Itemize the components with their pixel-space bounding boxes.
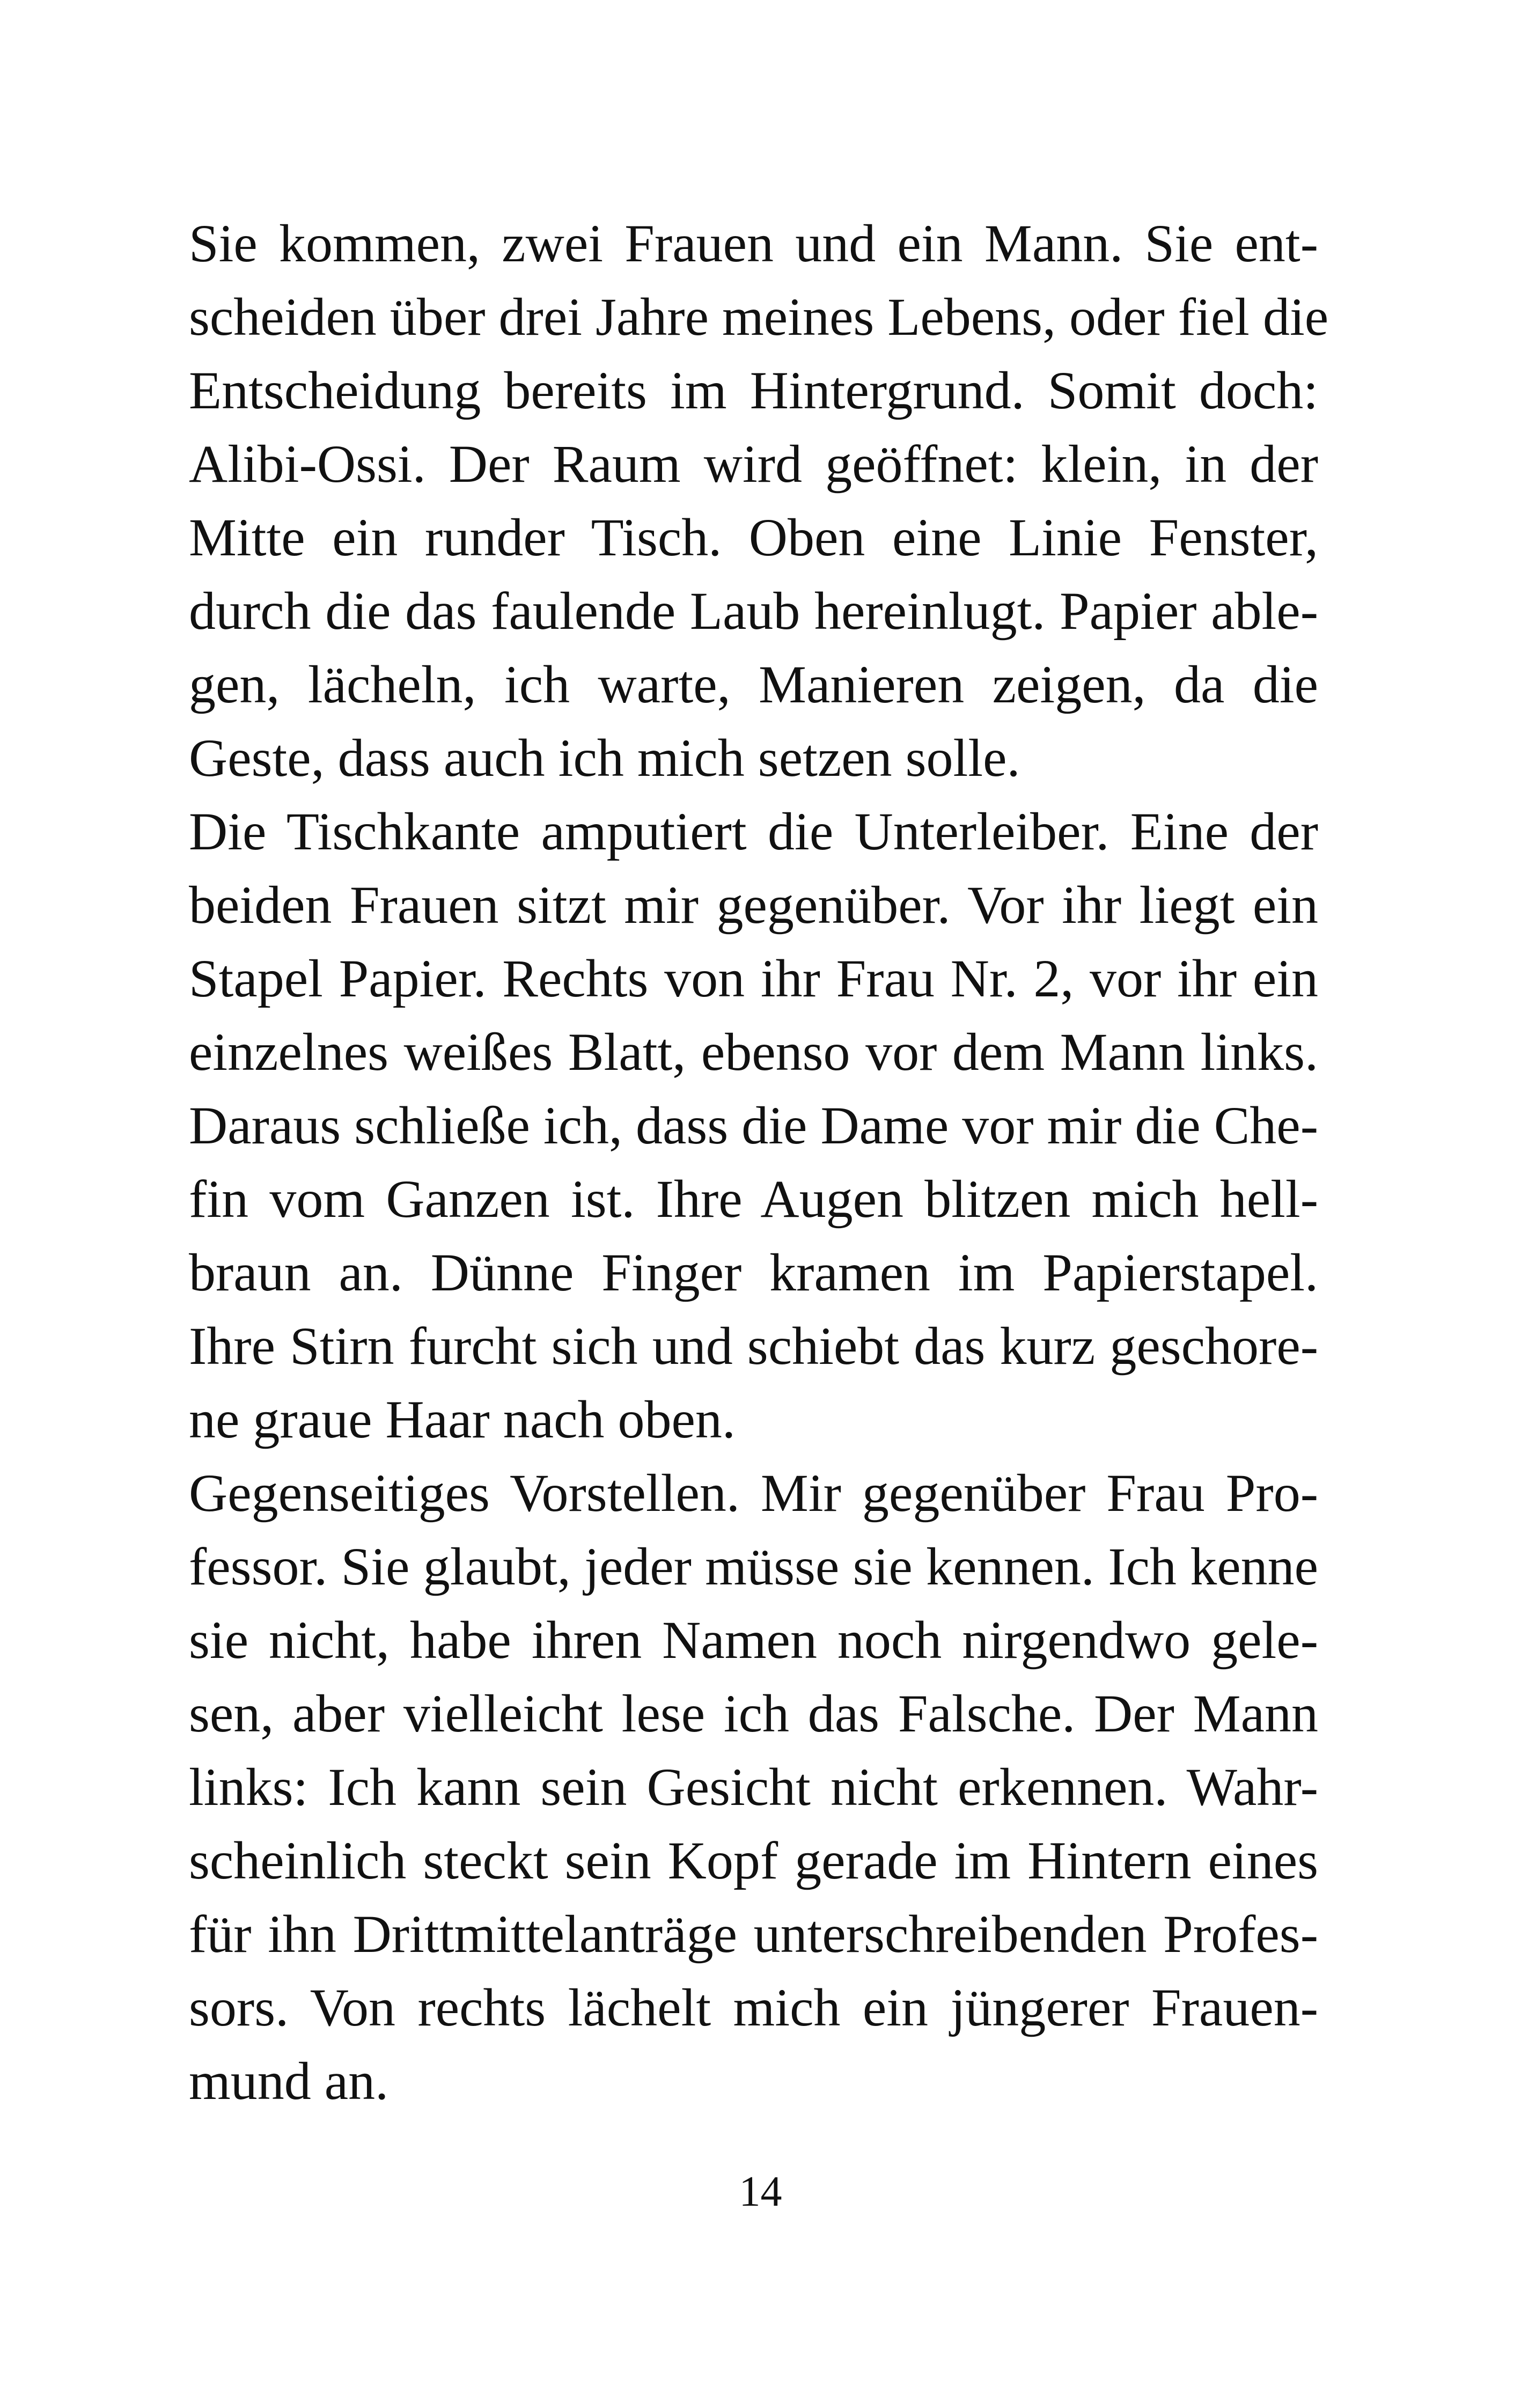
text-line: Alibi-Ossi. Der Raum wird geöffnet: klein, in der — [189, 434, 1318, 494]
paragraph-3 — [189, 1456, 1318, 2118]
text-line: gen, lächeln, ich warte, Manieren zeigen, da die — [189, 655, 1318, 714]
text-line: scheinlich steckt sein Kopf gerade im Hintern eines — [189, 1831, 1318, 1890]
text-line: fessor. Sie glaubt, jeder müsse sie kennen. Ich kenne — [189, 1537, 1318, 1596]
text-line: sie nicht, habe ihren Namen noch nirgendwo gele- — [189, 1610, 1318, 1670]
text-line: Geste, dass auch ich mich setzen solle. — [189, 728, 1020, 788]
page-number: 14 — [739, 2168, 782, 2215]
text-line: braun an. Dünne Finger kramen im Papierstapel. — [189, 1243, 1318, 1302]
paragraph-1 — [189, 207, 1329, 795]
text-line: links: Ich kann sein Gesicht nicht erkennen. Wahr- — [189, 1757, 1318, 1817]
text-line: einzelnes weißes Blatt, ebenso vor dem Mann links. — [189, 1022, 1318, 1082]
text-line: Ihre Stirn furcht sich und schiebt das kurz geschore- — [189, 1316, 1318, 1376]
text-line: sors. Von rechts lächelt mich ein jüngerer Frauen- — [189, 1978, 1318, 2037]
text-line: Daraus schließe ich, dass die Dame vor mir die Che- — [189, 1096, 1318, 1155]
text-line: Stapel Papier. Rechts von ihr Frau Nr. 2, vor ihr ein — [189, 949, 1318, 1008]
text-line: durch die das faulende Laub hereinlugt. Papier able- — [189, 581, 1318, 641]
text-line: fin vom Ganzen ist. Ihre Augen blitzen mich hell- — [189, 1169, 1318, 1229]
text-line: Entscheidung bereits im Hintergrund. Somit doch: — [189, 361, 1318, 420]
text-line: Die Tischkante amputiert die Unterleiber. Eine der — [189, 802, 1318, 861]
paragraph-2 — [189, 795, 1318, 1456]
text-line: sen, aber vielleicht lese ich das Falsche. Der Mann — [189, 1684, 1318, 1743]
text-line: ne graue Haar nach oben. — [189, 1390, 736, 1449]
text-line: mund an. — [189, 2051, 389, 2111]
text-line: Sie kommen, zwei Frauen und ein Mann. Sie ent- — [189, 214, 1318, 273]
text-line: Mitte ein runder Tisch. Oben eine Linie Fenster, — [189, 508, 1318, 567]
text-line: für ihn Drittmittelanträge unterschreibenden Profes- — [189, 1904, 1318, 1964]
text-line: beiden Frauen sitzt mir gegenüber. Vor ihr liegt ein — [189, 875, 1318, 935]
text-line: Gegenseitiges Vorstellen. Mir gegenüber Frau Pro- — [189, 1463, 1318, 1523]
text-line: scheiden über drei Jahre meines Lebens, oder fiel die — [189, 287, 1329, 347]
body-text — [189, 207, 1329, 2118]
